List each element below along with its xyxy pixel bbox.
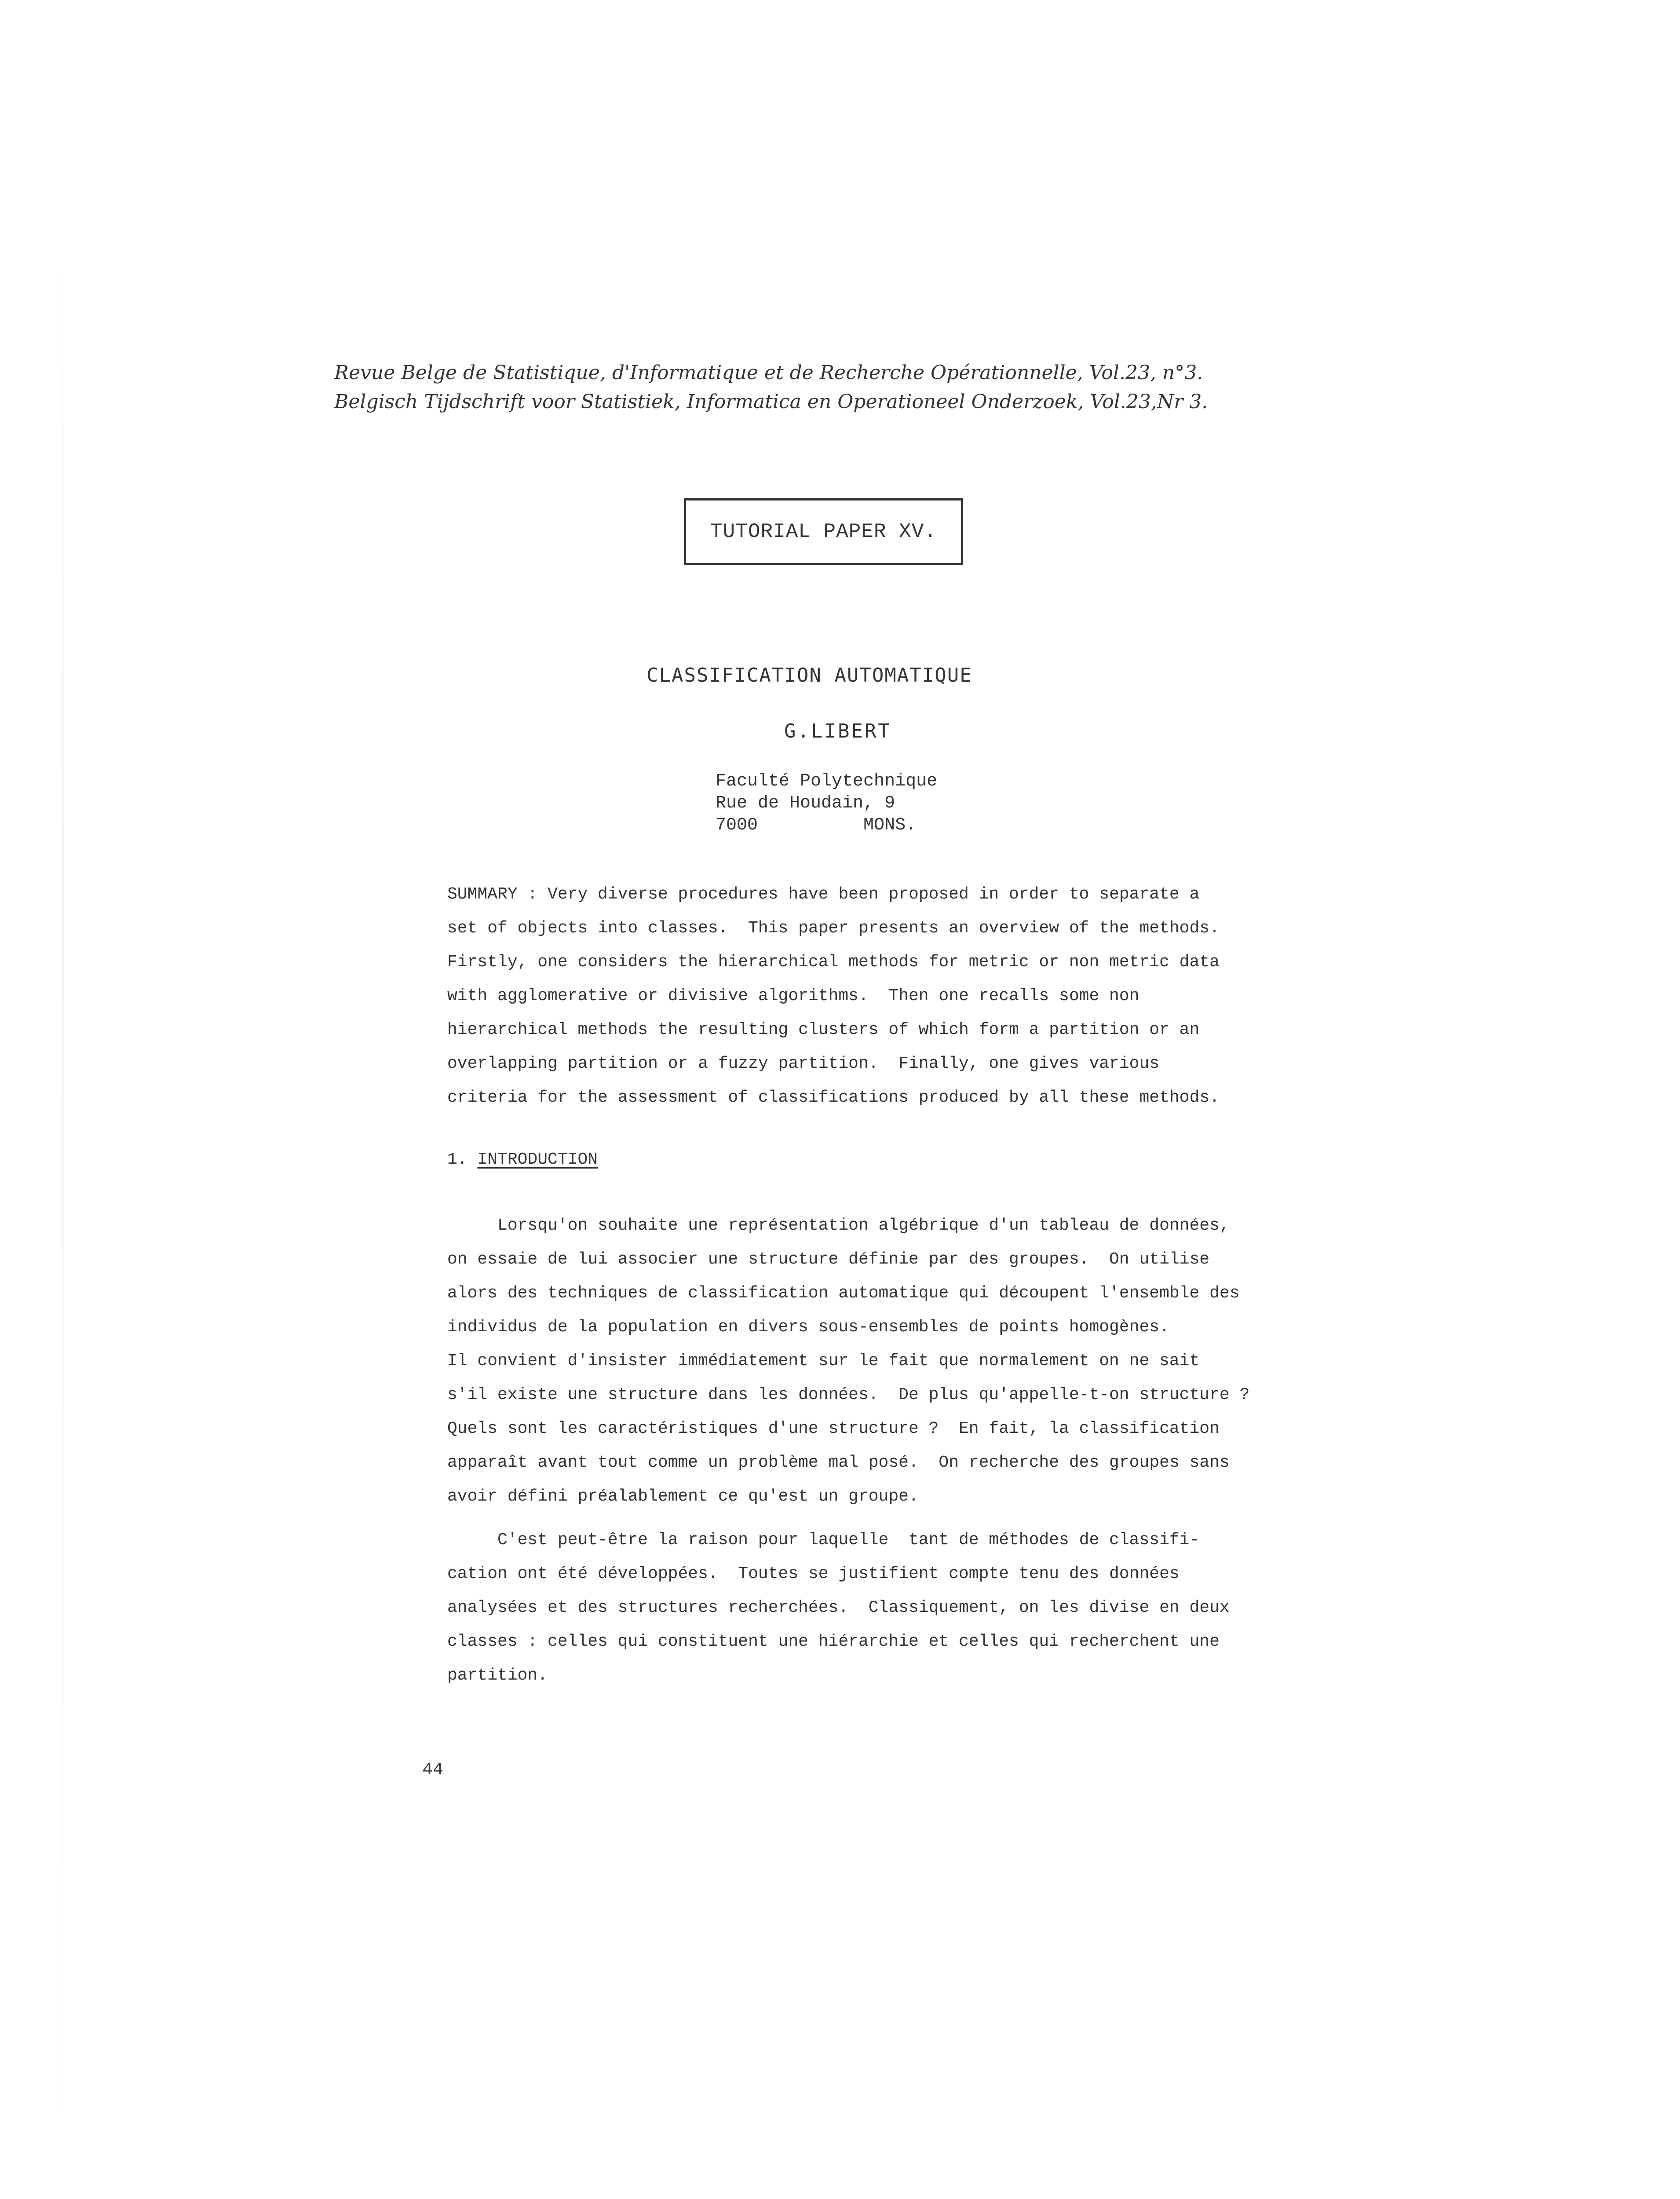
paragraph-line: avoir défini préalablement ce qu'est un groupe.: [447, 1487, 919, 1506]
paragraph-line: cation ont été développées. Toutes se justifient compte tenu des données: [447, 1564, 1180, 1583]
paper-author: G.LIBERT: [784, 720, 891, 742]
introduction-paragraph-2: [447, 1523, 1371, 1692]
journal-header: [334, 358, 1522, 416]
scan-edge-left: [62, 246, 64, 2181]
section-title: INTRODUCTION: [477, 1150, 598, 1169]
paragraph-line: Lorsqu'on souhaite une représentation algébrique d'un tableau de données,: [447, 1216, 1230, 1235]
paragraph-line: apparaît avant tout comme un problème mal posé. On recherche des groupes sans: [447, 1453, 1230, 1472]
paragraph-line: analysées et des structures recherchées. Classiquement, on les divise en deux: [447, 1598, 1230, 1617]
journal-header-french: Revue Belge de Statistique, d'Informatique et de Recherche Opérationnelle, Vol.23, n°3.: [334, 362, 1203, 384]
summary-line: with agglomerative or divisive algorithms. Then one recalls some non: [447, 986, 1139, 1005]
affiliation-line: Faculté Polytechnique: [716, 771, 938, 791]
journal-header-dutch: Belgisch Tijdschrift voor Statistiek, Informatica en Operationeel Onderzoek, Vol.23,Nr 3.: [334, 391, 1208, 413]
page-number: 44: [422, 1760, 444, 1780]
section-number: 1.: [447, 1150, 478, 1169]
summary-line: overlapping partition or a fuzzy partition. Finally, one gives various: [447, 1054, 1160, 1073]
paragraph-line: partition.: [447, 1666, 548, 1685]
paragraph-line: s'il existe une structure dans les données. De plus qu'appelle-t-on structure ?: [447, 1385, 1250, 1404]
summary-line: Firstly, one considers the hierarchical methods for metric or non metric data: [447, 953, 1220, 972]
summary-line: criteria for the assessment of classifications produced by all these methods.: [447, 1088, 1220, 1107]
paragraph-line: Il convient d'insister immédiatement sur le fait que normalement on ne sait: [447, 1352, 1200, 1370]
summary-block: [447, 877, 1371, 1114]
summary-line: SUMMARY : Very diverse procedures have been proposed in order to separate a: [447, 885, 1200, 904]
summary-line: hierarchical methods the resulting clusters of which form a partition or an: [447, 1020, 1200, 1039]
paragraph-line: Quels sont les caractéristiques d'une structure ? En fait, la classification: [447, 1419, 1220, 1438]
paragraph-line: on essaie de lui associer une structure définie par des groupes. On utilise: [447, 1250, 1210, 1269]
paper-title: CLASSIFICATION AUTOMATIQUE: [646, 664, 972, 687]
paragraph-line: classes : celles qui constituent une hiérarchie et celles qui recherchent une: [447, 1632, 1220, 1651]
affiliation-line: Rue de Houdain, 9: [716, 793, 895, 813]
tutorial-paper-box: [684, 498, 963, 565]
paragraph-line: individus de la population en divers sous-ensembles de points homogènes.: [447, 1318, 1169, 1337]
section-heading-introduction: [447, 1150, 598, 1169]
tutorial-paper-label: TUTORIAL PAPER XV.: [710, 520, 937, 543]
paragraph-line: alors des techniques de classification automatique qui découpent l'ensemble des: [447, 1284, 1240, 1303]
affiliation-line: 7000 MONS.: [716, 815, 917, 835]
introduction-paragraph-1: [447, 1209, 1371, 1513]
author-affiliation: [716, 771, 937, 836]
summary-line: set of objects into classes. This paper presents an overview of the methods.: [447, 919, 1220, 938]
paragraph-line: C'est peut-être la raison pour laquelle tant de méthodes de classifi-: [447, 1531, 1200, 1549]
